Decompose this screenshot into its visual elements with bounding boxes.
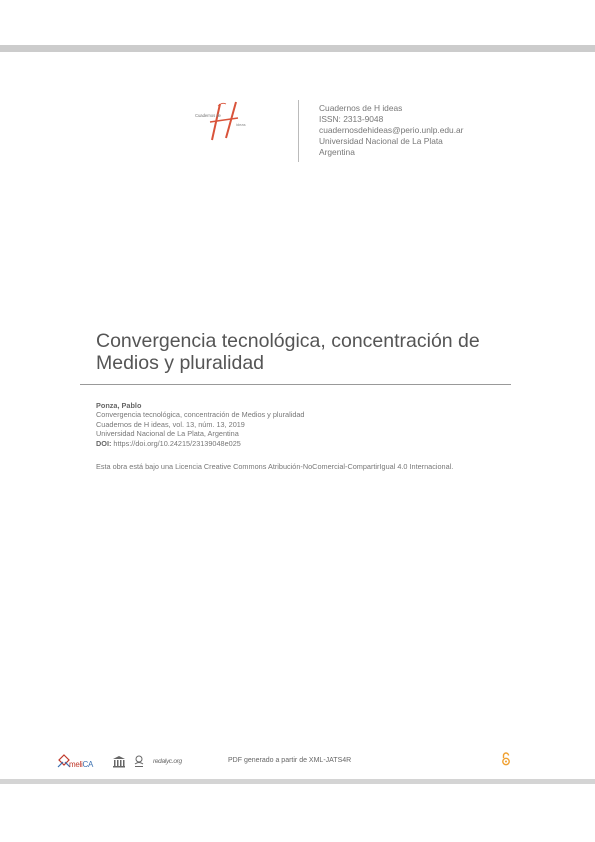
- university-logo-icon: [112, 755, 126, 768]
- journal-logo: [192, 100, 248, 142]
- doi-link[interactable]: https://doi.org/10.24215/23139048e025: [111, 438, 241, 448]
- article-meta: [96, 401, 305, 448]
- open-access-icon: [500, 752, 512, 766]
- melica-logo-text: meliCA: [69, 760, 93, 769]
- journal-university: Universidad Nacional de La Plata: [319, 136, 443, 146]
- h-logo-icon: [192, 100, 248, 142]
- article-title: Convergencia tecnológica, concentración de Medios y pluralidad: [96, 330, 480, 374]
- journal-issn: ISSN: 2313-9048: [319, 114, 384, 124]
- generator-note: PDF generado a partir de XML-JATS4R: [228, 757, 352, 764]
- article-citation: Cuadernos de H ideas, vol. 13, núm. 13, 2019: [96, 419, 245, 429]
- bottom-bar: [0, 779, 595, 784]
- article-affiliation: Universidad Nacional de La Plata, Argentina: [96, 429, 239, 439]
- doi-label: DOI:: [96, 438, 112, 448]
- logo-text-ideas: ideas: [236, 122, 246, 127]
- article-doi: [96, 439, 305, 448]
- footer-logos: [57, 752, 197, 772]
- article-title-line: Convergencia tecnológica, concentración de Medios y pluralidad: [96, 410, 305, 420]
- journal-name: Cuadernos de H ideas: [319, 103, 403, 113]
- amelica-logo-icon: [133, 754, 145, 768]
- license-text[interactable]: Esta obra está bajo una Licencia Creative Commons Atribución-NoComercial-CompartirIgual 4.0 Internacional.: [96, 462, 454, 471]
- top-bar: [0, 45, 595, 52]
- journal-email[interactable]: cuadernosdehideas@perio.unlp.edu.ar: [319, 125, 464, 135]
- journal-info: [319, 103, 463, 158]
- header-divider: [298, 100, 299, 162]
- journal-country: Argentina: [319, 147, 355, 157]
- redalyc-logo-text: redalyc.org: [153, 758, 182, 765]
- title-rule: [80, 384, 511, 385]
- logo-text: Cuadernos de: [195, 113, 221, 118]
- article-author: Ponza, Pablo: [96, 401, 142, 410]
